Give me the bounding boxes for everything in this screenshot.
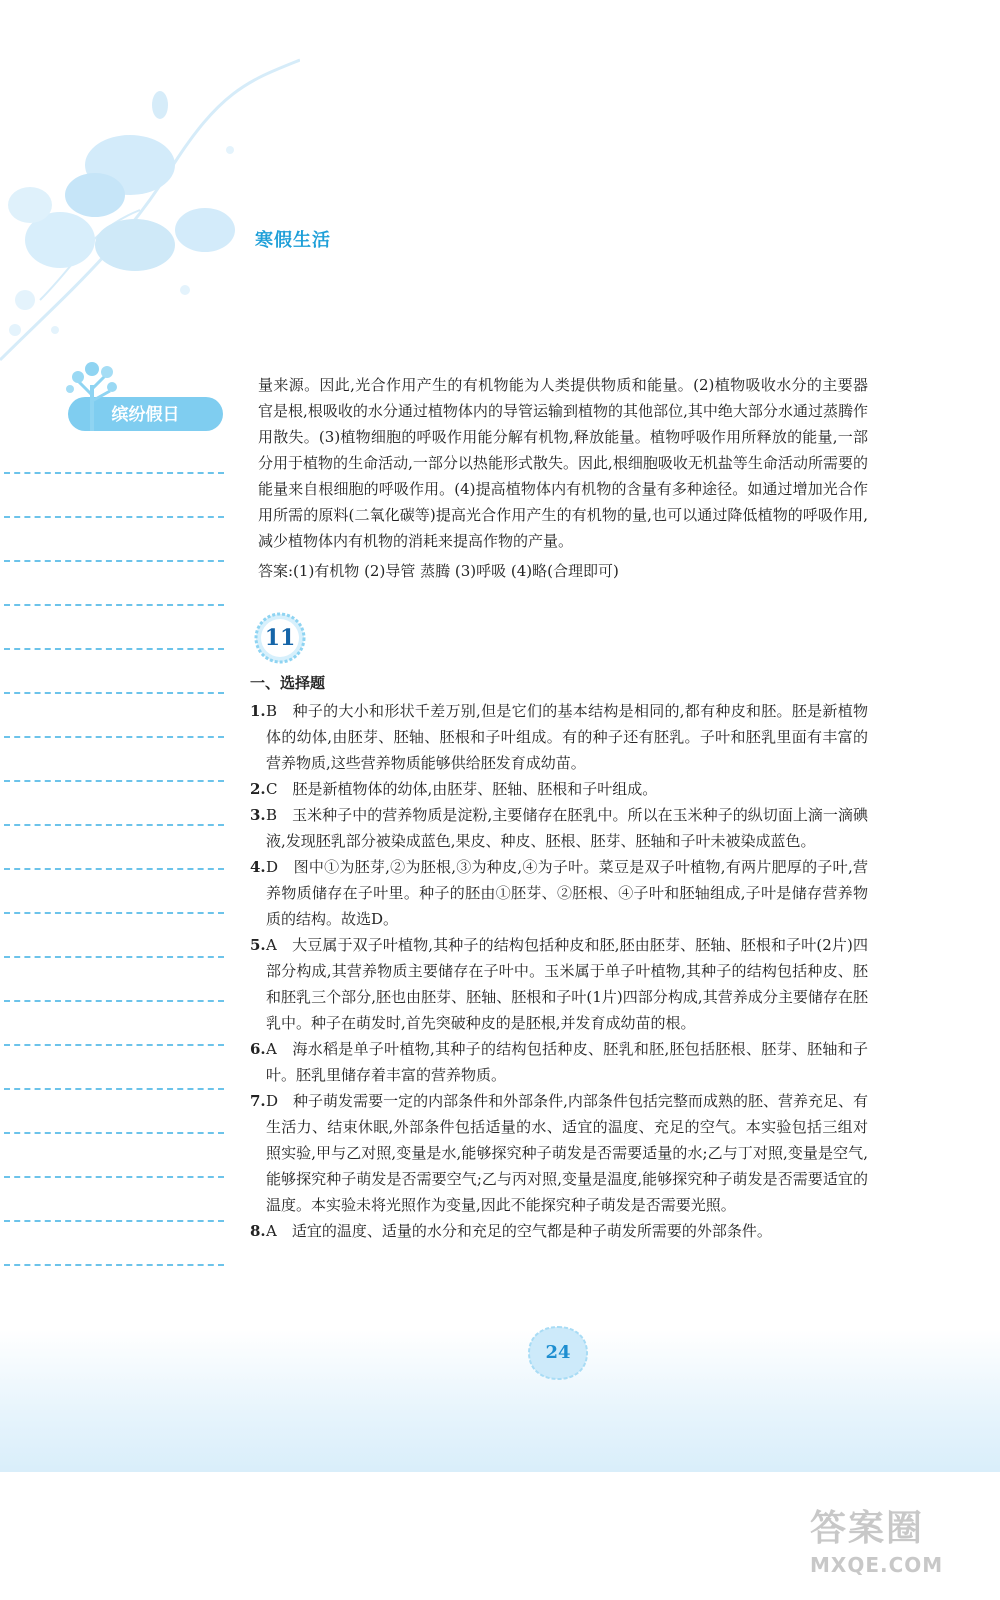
note-line xyxy=(4,694,224,738)
note-line xyxy=(4,1090,224,1134)
note-line xyxy=(4,782,224,826)
intro-block xyxy=(258,372,868,584)
note-lines xyxy=(4,430,224,1266)
question-answer: A xyxy=(266,936,277,954)
question-section xyxy=(250,670,868,1244)
question-answer: A xyxy=(266,1040,277,1058)
note-line xyxy=(4,430,224,474)
note-line xyxy=(4,914,224,958)
question-body xyxy=(266,1218,868,1244)
note-line xyxy=(4,738,224,782)
section-heading: 一、选择题 xyxy=(250,674,326,692)
question-number: 8. xyxy=(250,1222,266,1240)
question-number: 7. xyxy=(250,1092,266,1110)
intro-answer: 答案:(1)有机物 (2)导管 蒸腾 (3)呼吸 (4)略(合理即可) xyxy=(258,562,619,580)
question-item xyxy=(250,854,868,932)
question-item xyxy=(250,698,868,776)
question-number: 2. xyxy=(250,780,266,798)
question-answer: D xyxy=(266,858,279,876)
question-list xyxy=(250,698,868,1244)
watermark-site: MXQE.COM xyxy=(810,1553,944,1577)
question-item xyxy=(250,1036,868,1088)
question-explanation: 种子的大小和形状千差万别,但是它们的基本结构是相同的,都有种皮和胚。胚是新植物体的幼体,由胚芽、胚轴、胚根和子叶组成。有的种子还有胚乳。子叶和胚乳里面有丰富的营养物质,这些营养物质能够供给胚发育成幼苗。 xyxy=(266,702,868,772)
question-body xyxy=(266,1036,868,1088)
note-line xyxy=(4,606,224,650)
watermark-logo xyxy=(810,1500,980,1590)
note-line xyxy=(4,826,224,870)
question-body xyxy=(266,854,868,932)
note-line xyxy=(4,474,224,518)
question-number: 6. xyxy=(250,1040,266,1058)
question-item xyxy=(250,1218,868,1244)
question-number: 1. xyxy=(250,702,266,720)
watermark-brand: 答案圈 xyxy=(810,1508,925,1549)
question-number: 5. xyxy=(250,936,266,954)
question-number: 4. xyxy=(250,858,266,876)
note-line xyxy=(4,958,224,1002)
question-explanation: 海水稻是单子叶植物,其种子的结构包括种皮、胚乳和胚,胚包括胚根、胚芽、胚轴和子叶。胚乳里储存着丰富的营养物质。 xyxy=(266,1040,868,1084)
note-line xyxy=(4,518,224,562)
section-number: 11 xyxy=(264,625,296,651)
badge-label: 缤纷假日 xyxy=(111,405,180,425)
note-line xyxy=(4,1222,224,1266)
page-header-title: 寒假生活 xyxy=(255,230,331,251)
question-body xyxy=(266,776,868,802)
question-item xyxy=(250,932,868,1036)
note-line xyxy=(4,562,224,606)
intro-paragraph: 量来源。因此,光合作用产生的有机物能为人类提供物质和能量。(2)植物吸收水分的主要器官是根,根吸收的水分通过植物体内的导管运输到植物的其他部位,其中绝大部分水通过蒸腾作用散失。(3)植物细胞的呼吸作用能分解有机物,释放能量。植物呼吸作用所释放的能量,一部分用于植物的生命活动,一部分以热能形式散失。因此,根细胞吸收无机盐等生命活动所需要的能量来自根细胞的呼吸作用。(4)提高植物体内有机物的含量有多种途径。如通过增加光合作用所需的原料(二氧化碳等)提高光合作用产生的有机物的量,也可以通过降低植物的呼吸作用,减少植物体内有机物的消耗来提高作物的产量。 xyxy=(258,376,868,550)
question-number: 3. xyxy=(250,806,266,824)
question-answer: B xyxy=(266,702,278,720)
question-explanation: 胚是新植物体的幼体,由胚芽、胚轴、胚根和子叶组成。 xyxy=(292,780,658,798)
question-explanation: 种子萌发需要一定的内部条件和外部条件,内部条件包括完整而成熟的胚、营养充足、有生活力、结束休眠,外部条件包括适量的水、适宜的温度、充足的空气。本实验包括三组对照实验,甲与乙对照,变量是水,能够探究种子萌发是否需要适量的水;乙与丁对照,变量是空气,能够探究种子萌发是否需要空气;乙与丙对照,变量是温度,能够探究种子萌发是否需要适宜的温度。本实验未将光照作为变量,因此不能探究种子萌发是否需要光照。 xyxy=(266,1092,868,1214)
note-line xyxy=(4,1134,224,1178)
note-line xyxy=(4,1178,224,1222)
question-answer: D xyxy=(266,1092,279,1110)
question-body xyxy=(266,932,868,1036)
question-item xyxy=(250,776,868,802)
floral-decoration xyxy=(0,0,300,380)
question-explanation: 适宜的温度、适量的水分和充足的空气都是种子萌发所需要的外部条件。 xyxy=(291,1222,772,1240)
question-explanation: 玉米种子中的营养物质是淀粉,主要储存在胚乳中。所以在玉米种子的纵切面上滴一滴碘液,发现胚乳部分被染成蓝色,果皮、种皮、胚根、胚芽、胚轴和子叶未被染成蓝色。 xyxy=(266,806,868,850)
page-number: 24 xyxy=(545,1342,571,1363)
question-body xyxy=(266,802,868,854)
question-answer: C xyxy=(266,780,278,798)
question-body xyxy=(266,1088,868,1218)
question-explanation: 图中①为胚芽,②为胚根,③为种皮,④为子叶。菜豆是双子叶植物,有两片肥厚的子叶,营养物质储存在子叶里。种子的胚由①胚芽、②胚根、④子叶和胚轴组成,子叶是储存营养物质的结构。故选D。 xyxy=(266,858,868,928)
question-answer: B xyxy=(266,806,278,824)
note-line xyxy=(4,1002,224,1046)
question-item xyxy=(250,1088,868,1218)
bottom-band xyxy=(0,1330,1000,1472)
question-body xyxy=(266,698,868,776)
question-answer: A xyxy=(266,1222,277,1240)
note-line xyxy=(4,650,224,694)
question-item xyxy=(250,802,868,854)
note-line xyxy=(4,1046,224,1090)
note-line xyxy=(4,870,224,914)
question-explanation: 大豆属于双子叶植物,其种子的结构包括种皮和胚,胚由胚芽、胚轴、胚根和子叶(2片)四部分构成,其营养物质主要储存在子叶中。玉米属于单子叶植物,其种子的结构包括种皮、胚和胚乳三个部分,胚也由胚芽、胚轴、胚根和子叶(1片)四部分构成,其营养成分主要储存在胚乳中。种子在萌发时,首先突破种皮的是胚根,并发育成幼苗的根。 xyxy=(266,936,868,1032)
